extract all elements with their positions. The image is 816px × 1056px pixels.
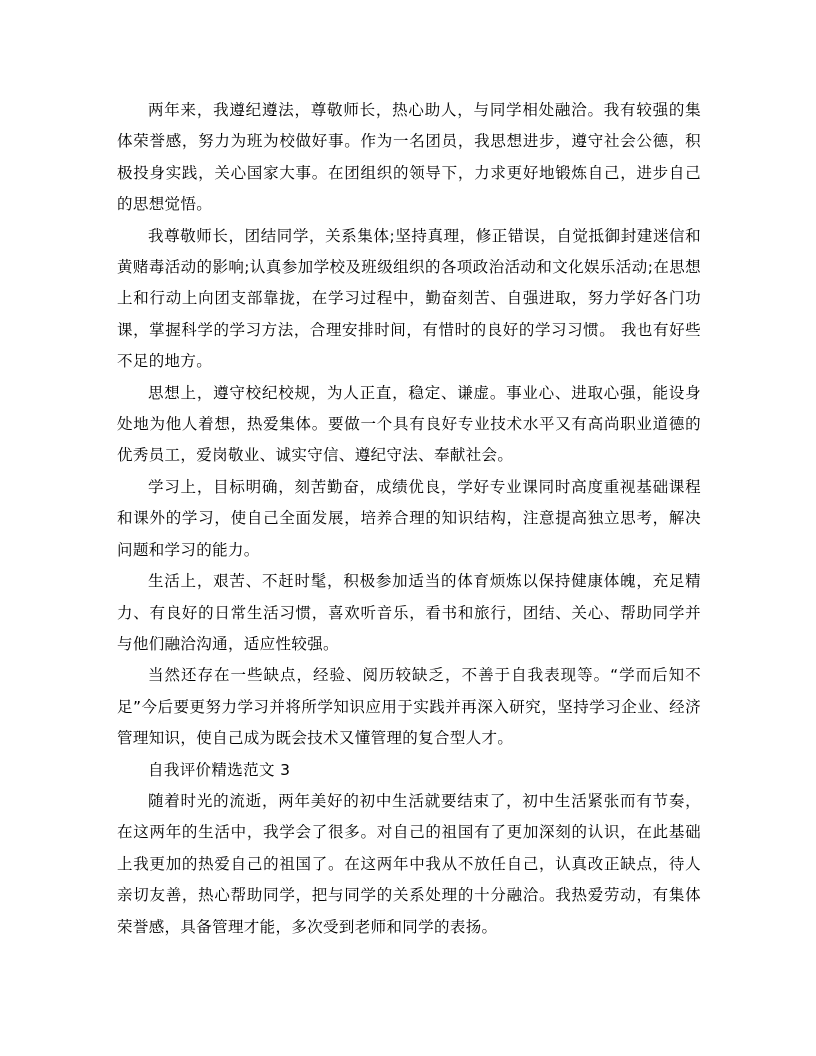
document-body bbox=[117, 95, 701, 943]
paragraph-6: 当然还存在一些缺点，经验、阅历较缺乏，不善于自我表现等。“学而后知不足”今后要更努力学习并将所学知识应用于实践并再深入研究，坚持学习企业、经济管理知识，使自己成为既会技术又懂管理的复合型人才。 bbox=[117, 666, 701, 748]
section-heading: 自我评价精选范文 3 bbox=[148, 760, 291, 779]
paragraph-5: 生活上，艰苦、不赶时髦，积极参加适当的体育烦炼以保持健康体魄，充足精力、有良好的日常生活习惯，喜欢听音乐，看书和旅行，团结、关心、帮助同学并与他们融洽沟通，适应性较强。 bbox=[117, 572, 701, 653]
paragraph-final: 随着时光的流逝，两年美好的初中生活就要结束了，初中生活紧张而有节奏，在这两年的生活中，我学会了很多。对自己的祖国有了更加深刻的认识，在此基础上我更加的热爱自己的祖国了。在这两年中我从不放任自己，认真改正缺点，待人亲切友善，热心帮助同学，把与同学的关系处理的十分融洽。我热爱劳动，有集体荣誉感，具备管理才能，多次受到老师和同学的表扬。 bbox=[117, 791, 701, 936]
paragraph-4: 学习上，目标明确，刻苦勤奋，成绩优良，学好专业课同时高度重视基础课程和课外的学习，使自己全面发展，培养合理的知识结构，注意提高独立思考，解决问题和学习的能力。 bbox=[117, 477, 701, 559]
paragraph-2: 我尊敬师长，团结同学，关系集体;坚持真理，修正错误，自觉抵御封建迷信和黄赌毒活动的影响;认真参加学校及班级组织的各项政治活动和文化娱乐活动;在思想上和行动上向团支部靠拢，在学习过程中，勤奋刻苦、自强进取，努力学好各门功课，掌握科学的学习方法，合理安排时间，有惜时的良好的学习习惯。 我也有好些不足的地方。 bbox=[117, 226, 701, 371]
paragraph-1: 两年来，我遵纪遵法，尊敬师长，热心助人，与同学相处融洽。我有较强的集体荣誉感，努力为班为校做好事。作为一名团员，我思想进步，遵守社会公德，积极投身实践，关心国家大事。在团组织的领导下，力求更好地锻炼自己，进步自己的思想觉悟。 bbox=[117, 101, 701, 214]
paragraph-3: 思想上，遵守校纪校规，为人正直，稳定、谦虚。事业心、进取心强，能设身处地为他人着想，热爱集体。要做一个具有良好专业技术水平又有高尚职业道德的优秀员工，爱岗敬业、诚实守信、遵纪守法、奉献社会。 bbox=[117, 383, 701, 465]
